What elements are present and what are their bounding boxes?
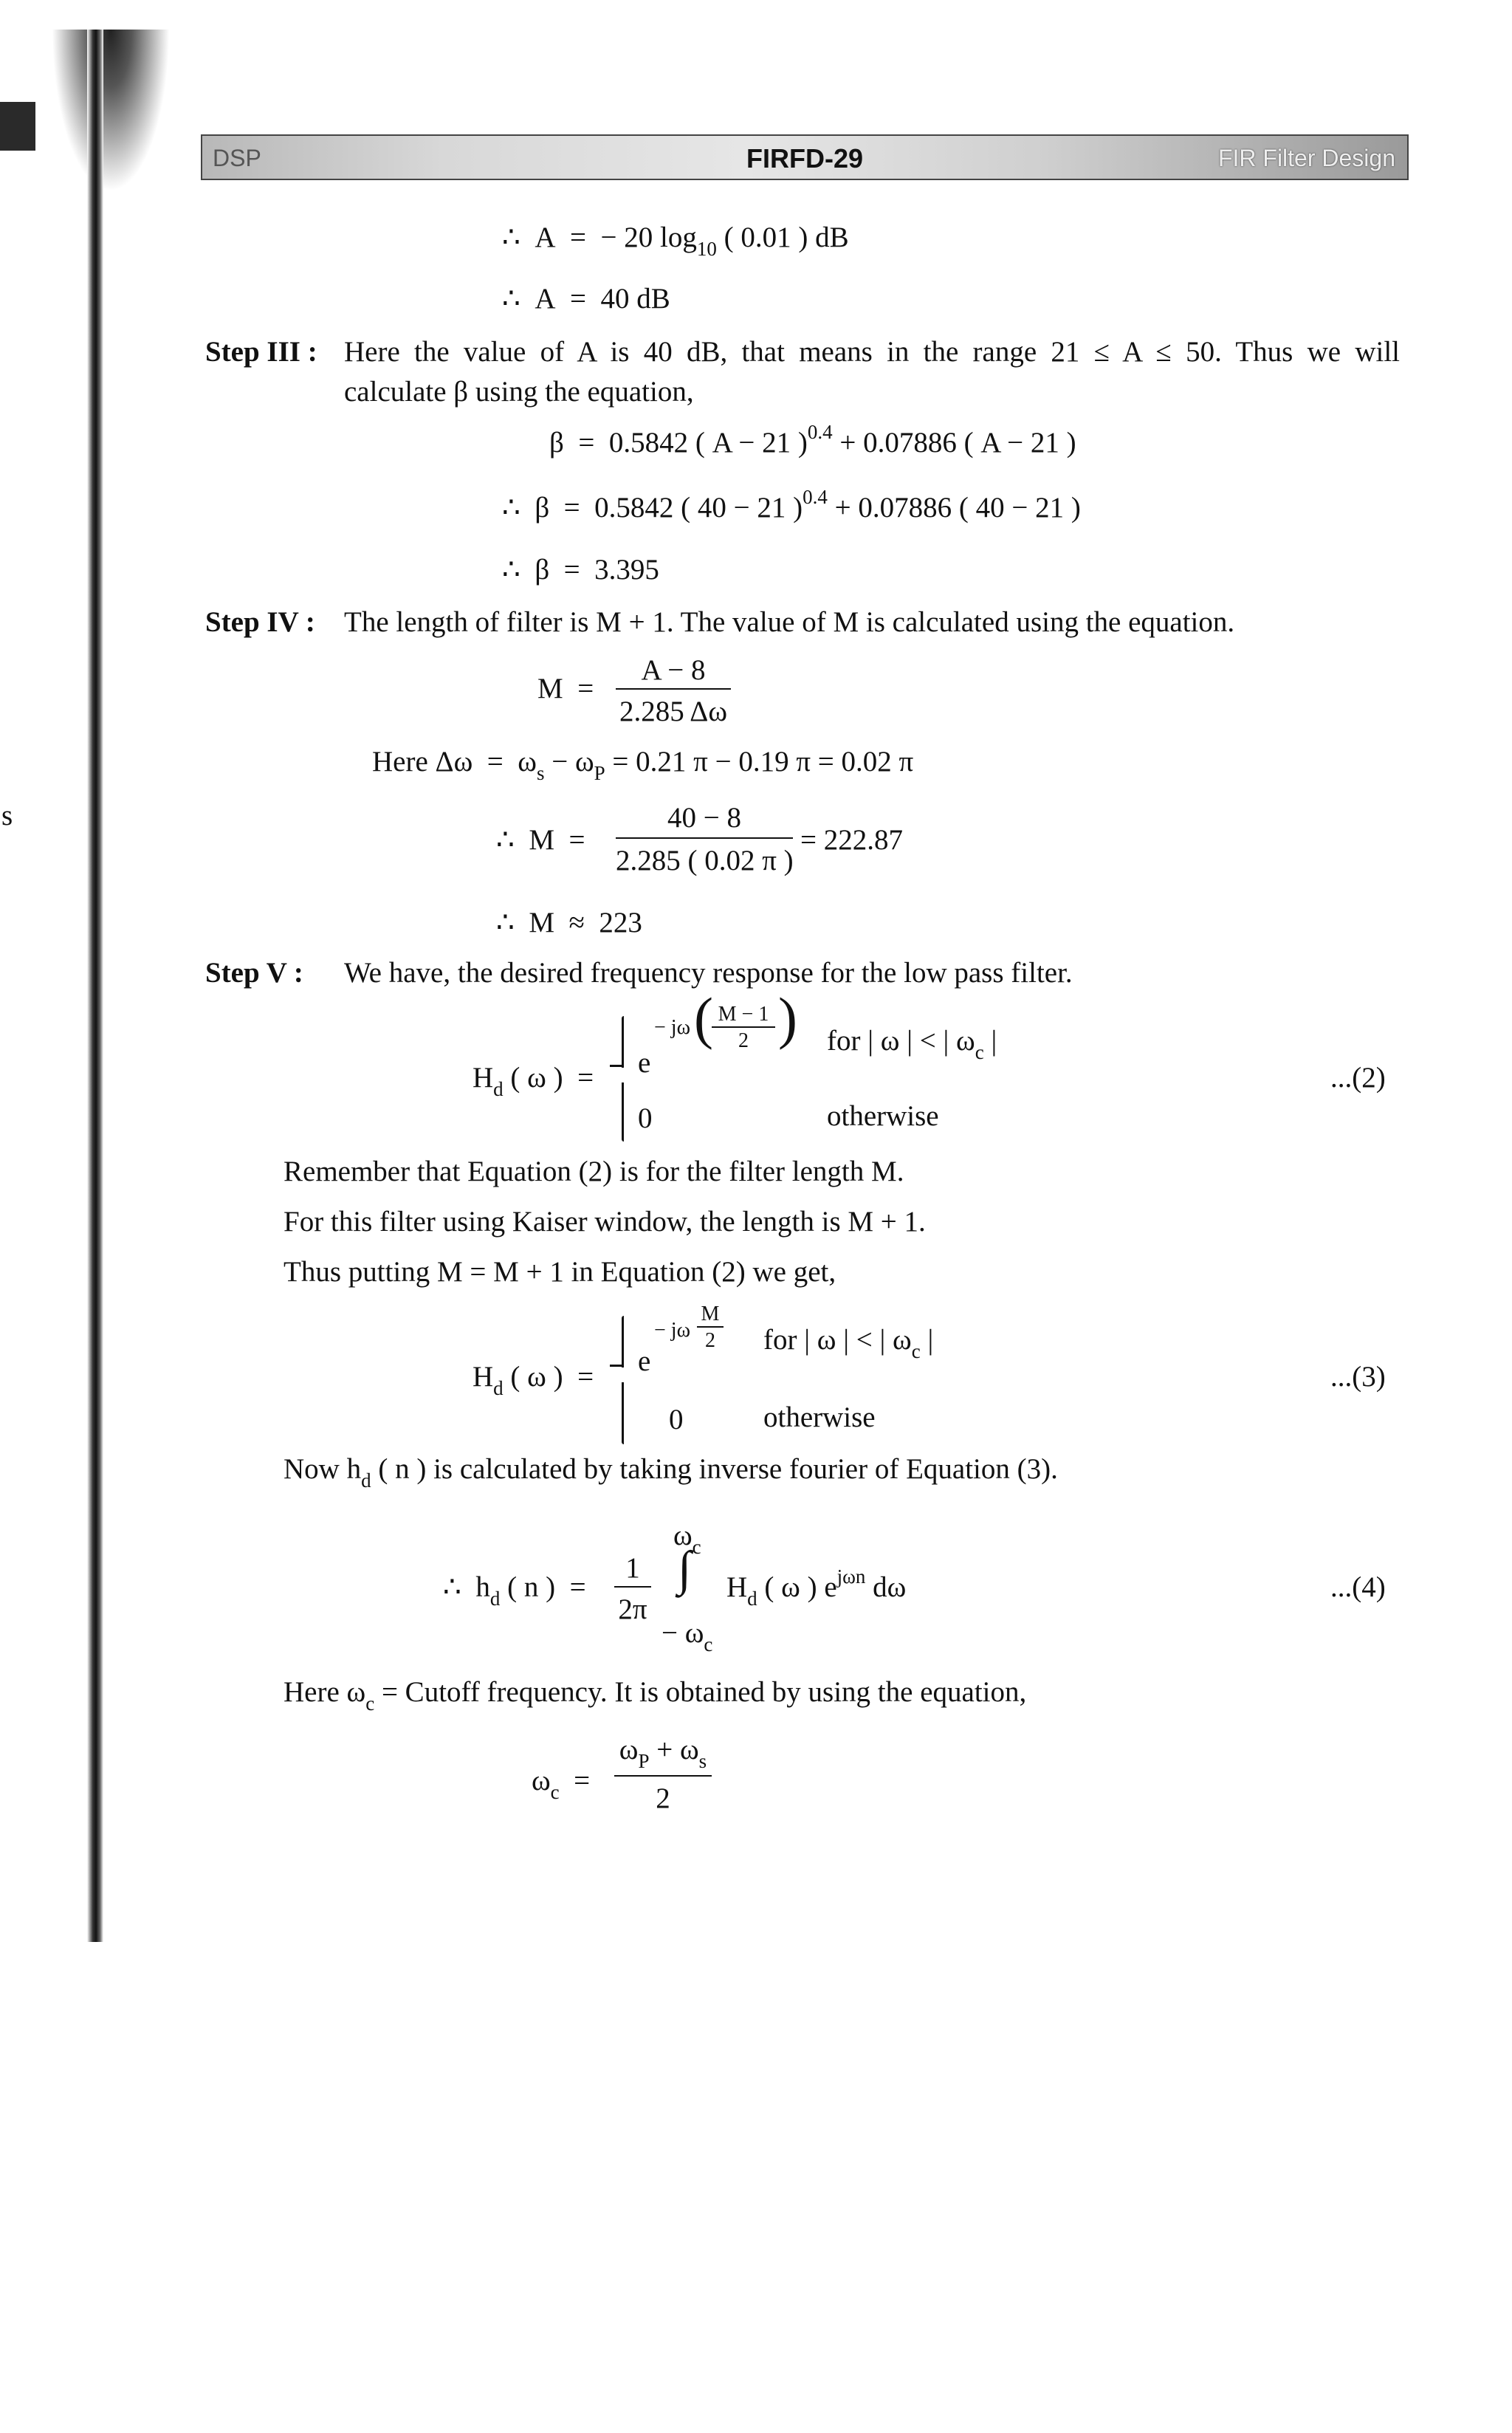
eq4-tag: ...(4) [1330,1571,1386,1603]
eq-m2-result: = 222.87 [800,824,903,856]
eq3-exp-den: 2 [705,1329,715,1352]
eq3-lhs: $H_d$ ( ω ) = [472,1361,594,1399]
eq3-cond2: otherwise [763,1401,876,1433]
eq2-zero: 0 [638,1102,653,1134]
eq-m1-den: 2.285 Δω [619,696,728,727]
binding-shadow [52,30,170,192]
eq2-cond1: for | ω | < | $\omega_c$ | [827,1025,997,1063]
eq3-exp-bar [697,1326,724,1328]
eq4-bar [614,1586,651,1588]
eq4-lhs: ∴ $h_d$ ( n ) = [443,1571,586,1610]
eq-wc-num: $\omega_P + \omega_s$ [619,1734,707,1772]
eq-m3: ∴ M ≈ 223 [496,907,642,938]
eq2-cond2: otherwise [827,1100,939,1132]
eq3-zero: 0 [669,1404,684,1435]
eq3-tag: ...(3) [1330,1361,1386,1393]
eq-wc-den: 2 [656,1782,670,1814]
eq-wc-lhs: $\omega_c$ = [532,1765,591,1803]
eq2-tag: ...(2) [1330,1062,1386,1094]
eq2-brace-top [622,1016,624,1068]
eq2-lhs: $H_d$ ( ω ) = [472,1062,594,1100]
page-header [201,134,1409,180]
para-now: Now $h_d$ ( n ) is calculated by taking inverse fourier of Equation (3). [284,1453,1058,1492]
eq4-den: 2π [618,1593,647,1625]
eq3-exp-num: M [701,1303,720,1325]
eq-m1-lhs: M = [537,673,594,704]
para-remember: Remember that Equation (2) is for the filter length M. [284,1156,904,1187]
eq-m1-bar [616,688,731,690]
eq3-e: e [638,1345,651,1377]
eq4-num: 1 [625,1552,640,1584]
eq-m2-den: 2.285 ( 0.02 π ) [616,845,794,876]
para-putting: Thus putting M = M + 1 in Equation (2) we get, [284,1256,836,1288]
eq4-integrand: $H_d$ ( ω ) $e^{j\omega n}$ dω [726,1565,907,1610]
eq-beta-2: ∴ β = 0.5842 ( 40 − 21 )$^{0.4}$ + 0.07886 ( 40 − 21 ) [502,486,1081,524]
binding-tab [0,102,35,151]
eq2-exp-den: 2 [738,1029,749,1052]
eq-m1-num: A − 8 [641,654,706,686]
eq-beta-3: ∴ β = 3.395 [502,554,659,586]
header-right-label: FIR Filter Design [1217,145,1395,171]
eq-m2-num: 40 − 8 [667,802,741,834]
para-kaiser: For this filter using Kaiser window, the length is M + 1. [284,1206,926,1238]
eq3-brace-top [622,1316,624,1368]
eq2-exp-pre: − jω [654,1016,690,1039]
eq-m2-lhs: ∴ M = [496,824,585,856]
eq4-integral-icon: ∫ [678,1542,692,1596]
eq2-paren-left: ( [694,986,713,1050]
eq-a2: ∴ A = 40 dB [502,283,670,315]
eq-wc-bar [614,1775,712,1777]
binding-spine [87,30,103,1942]
step4-label: Step IV : [205,606,315,638]
step4-line1: The length of filter is M + 1. The value of M is calculated using the equation. [344,606,1235,638]
eq4-lower: − ωc [662,1617,713,1655]
header-left-label: DSP [213,145,261,171]
step5-label: Step V : [205,957,303,989]
margin-letter: s [1,800,13,831]
step3-line2: calculate β using the equation, [344,376,694,408]
eq-a1: ∴ A = − 20 $\log_{10}$ ( 0.01 ) dB [502,222,849,260]
eq4-upper: ωc [673,1520,701,1558]
eq2-exp-bar [712,1026,775,1028]
para-cutoff: Here $\omega_c$ = Cutoff frequency. It is obtained by using the equation, [284,1676,1027,1715]
header-page-number: FIRFD-29 [746,143,863,174]
eq2-brace-mid [610,1065,622,1085]
eq2-e: e [638,1047,651,1079]
eq3-brace-bottom [622,1382,624,1444]
eq3-exp-pre: − jω [654,1319,690,1342]
eq-beta-1: β = 0.5842 ( A − 21 )$^{0.4}$ + 0.07886 ( A − 21 ) [549,421,1076,459]
eq-delta-omega: Here $\Delta\omega = \omega_s - \omega_P = 0.21$ π − 0.19 π = 0.02 π [372,746,914,784]
eq3-brace-mid [610,1365,622,1384]
eq2-brace-bottom [622,1082,624,1142]
eq2-paren-right: ) [778,986,797,1050]
eq-m2-bar [616,837,793,839]
step5-line1: We have, the desired frequency response for the low pass filter. [344,957,1073,989]
step3-line1: Here the value of A is 40 dB, that means in the range 21 ≤ A ≤ 50. Thus we will [344,336,1400,368]
eq2-exp-num: M − 1 [718,1003,769,1026]
step3-label: Step III : [205,336,317,368]
eq3-cond1: for | ω | < | $\omega_c$ | [763,1324,934,1362]
